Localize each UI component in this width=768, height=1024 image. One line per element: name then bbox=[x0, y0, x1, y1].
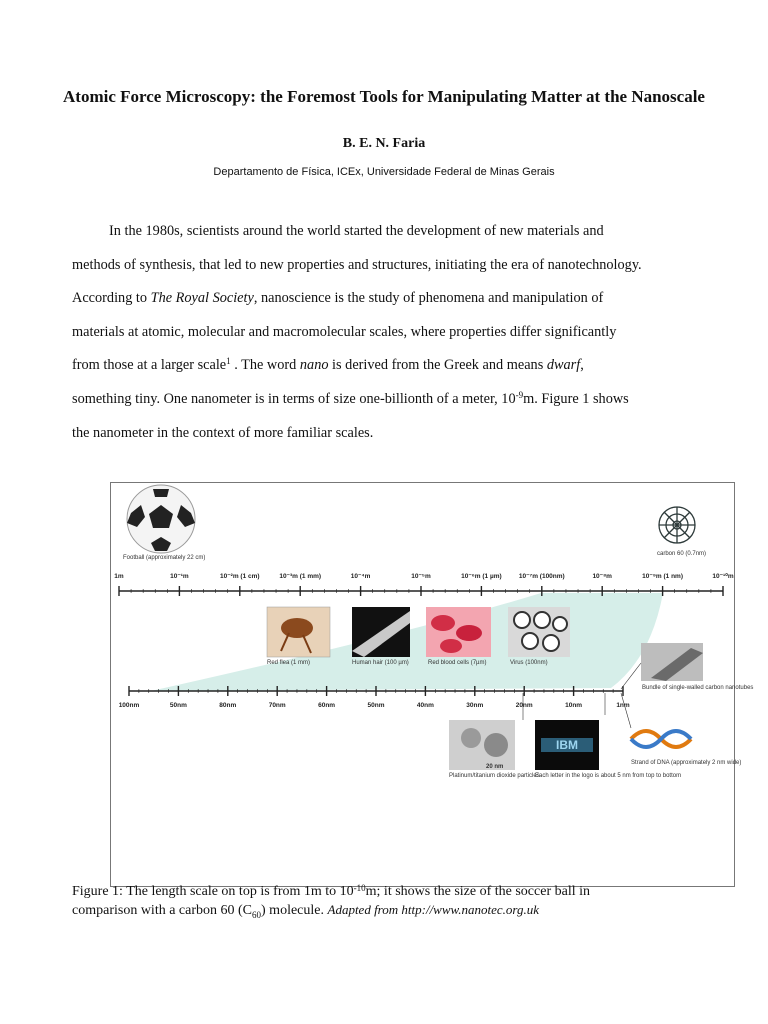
paper-affiliation: Departamento de Física, ICEx, Universidade Federal de Minas Gerais bbox=[213, 166, 555, 178]
hair-label: Human hair (100 µm) bbox=[352, 660, 409, 666]
axis-tick-label: 50nm bbox=[367, 702, 385, 709]
body-line: methods of synthesis, that led to new properties and structures, initiating the era of nanotechnology. bbox=[72, 256, 642, 273]
c60-icon bbox=[659, 507, 695, 543]
body-line: something tiny. One nanometer is in terms of size one-billionth of a meter, $10^{-9}m$. Figure 1 shows bbox=[72, 389, 629, 407]
axis-tick-label: 10⁻²m (1 cm) bbox=[220, 573, 260, 580]
flea-label: Red flea (1 mm) bbox=[267, 660, 311, 666]
axis-tick-label: 10nm bbox=[565, 702, 583, 709]
axis-tick-label: 80nm bbox=[219, 702, 237, 709]
axis-tick-label: 10⁻⁵m bbox=[411, 573, 431, 580]
football-label: Football (approximately 22 cm) bbox=[123, 555, 206, 561]
figure-1 bbox=[110, 482, 754, 887]
axis-tick-label: 100nm bbox=[118, 702, 140, 709]
axis-tick-label: 10⁻⁷m (100nm) bbox=[518, 573, 565, 580]
axis-tick-label: 10⁻⁴m bbox=[350, 573, 371, 580]
virus-label: Virus (100nm) bbox=[510, 660, 548, 666]
ibm-logo-text: IBM bbox=[556, 738, 578, 752]
paper-authors: B. E. N. Faria bbox=[342, 136, 426, 151]
footnote-ref: 1 bbox=[226, 356, 231, 367]
axis-tick-label: 70nm bbox=[268, 702, 286, 709]
axis-tick-label: 10⁻¹⁰m bbox=[712, 573, 734, 580]
axis-tick-label: 1nm bbox=[616, 702, 630, 709]
figure-caption: Figure 1: The length scale on top is from 1m to $10^{-10}m$; it shows the size of the soccer ball in comparison with a carbon 60 $(C_{60})$ molecule. Adapted from http://www.nanotec.org.uk bbox=[72, 883, 590, 920]
axis-tick-label: 10⁻⁸m bbox=[592, 573, 612, 580]
axis-tick-label: 50nm bbox=[169, 702, 187, 709]
body-paragraph bbox=[72, 215, 702, 450]
body-line: from those at a larger scale$^1$ . The word nano is derived from the Greek and means dwarf, bbox=[72, 356, 584, 374]
body-line: In the 1980s, scientists around the world started the development of new materials and bbox=[109, 223, 604, 239]
axis-tick-label: 10⁻¹m bbox=[170, 573, 189, 580]
particles-label: Platinum/titanium dioxide particles bbox=[449, 773, 540, 779]
ibm-label: Each letter in the logo is about 5 nm from top to bottom bbox=[535, 773, 682, 779]
dna-icon bbox=[631, 731, 691, 747]
figure-source: Adapted from http://www.nanotec.org.uk bbox=[327, 902, 539, 917]
axis-tick-label: 20nm bbox=[515, 702, 533, 709]
body-line: According to The Royal Society, nanoscience is the study of phenomena and manipulation of bbox=[72, 290, 604, 307]
axis-tick-label: 10⁻³m (1 mm) bbox=[279, 573, 322, 580]
axis-tick-label: 1m bbox=[114, 573, 124, 580]
rbc-label: Red blood cells (7µm) bbox=[428, 660, 487, 666]
axis-tick-label: 10⁻⁹m (1 nm) bbox=[642, 573, 684, 580]
c60-label: carbon 60 (0.7nm) bbox=[657, 551, 707, 557]
axis-tick-label: 40nm bbox=[416, 702, 434, 709]
body-line: the nanometer in the context of more familiar scales. bbox=[72, 424, 374, 441]
axis-tick-label: 10⁻⁶m (1 µm) bbox=[461, 573, 502, 580]
axis-tick-label: 30nm bbox=[466, 702, 484, 709]
football-icon bbox=[127, 485, 195, 553]
top-length-axis bbox=[114, 572, 734, 596]
scale-bar-label: 20 nm bbox=[486, 764, 504, 770]
paper-title: Atomic Force Microscopy: the Foremost Tools for Manipulating Matter at the Nanoscale bbox=[63, 87, 705, 106]
body-line: materials at atomic, molecular and macromolecular scales, where properties differ significantly bbox=[72, 323, 617, 340]
nanotube-label: Bundle of single-walled carbon nanotubes bbox=[642, 685, 754, 691]
dna-label: Strand of DNA (approximately 2 nm wide) bbox=[631, 760, 742, 766]
axis-tick-label: 60nm bbox=[318, 702, 336, 709]
